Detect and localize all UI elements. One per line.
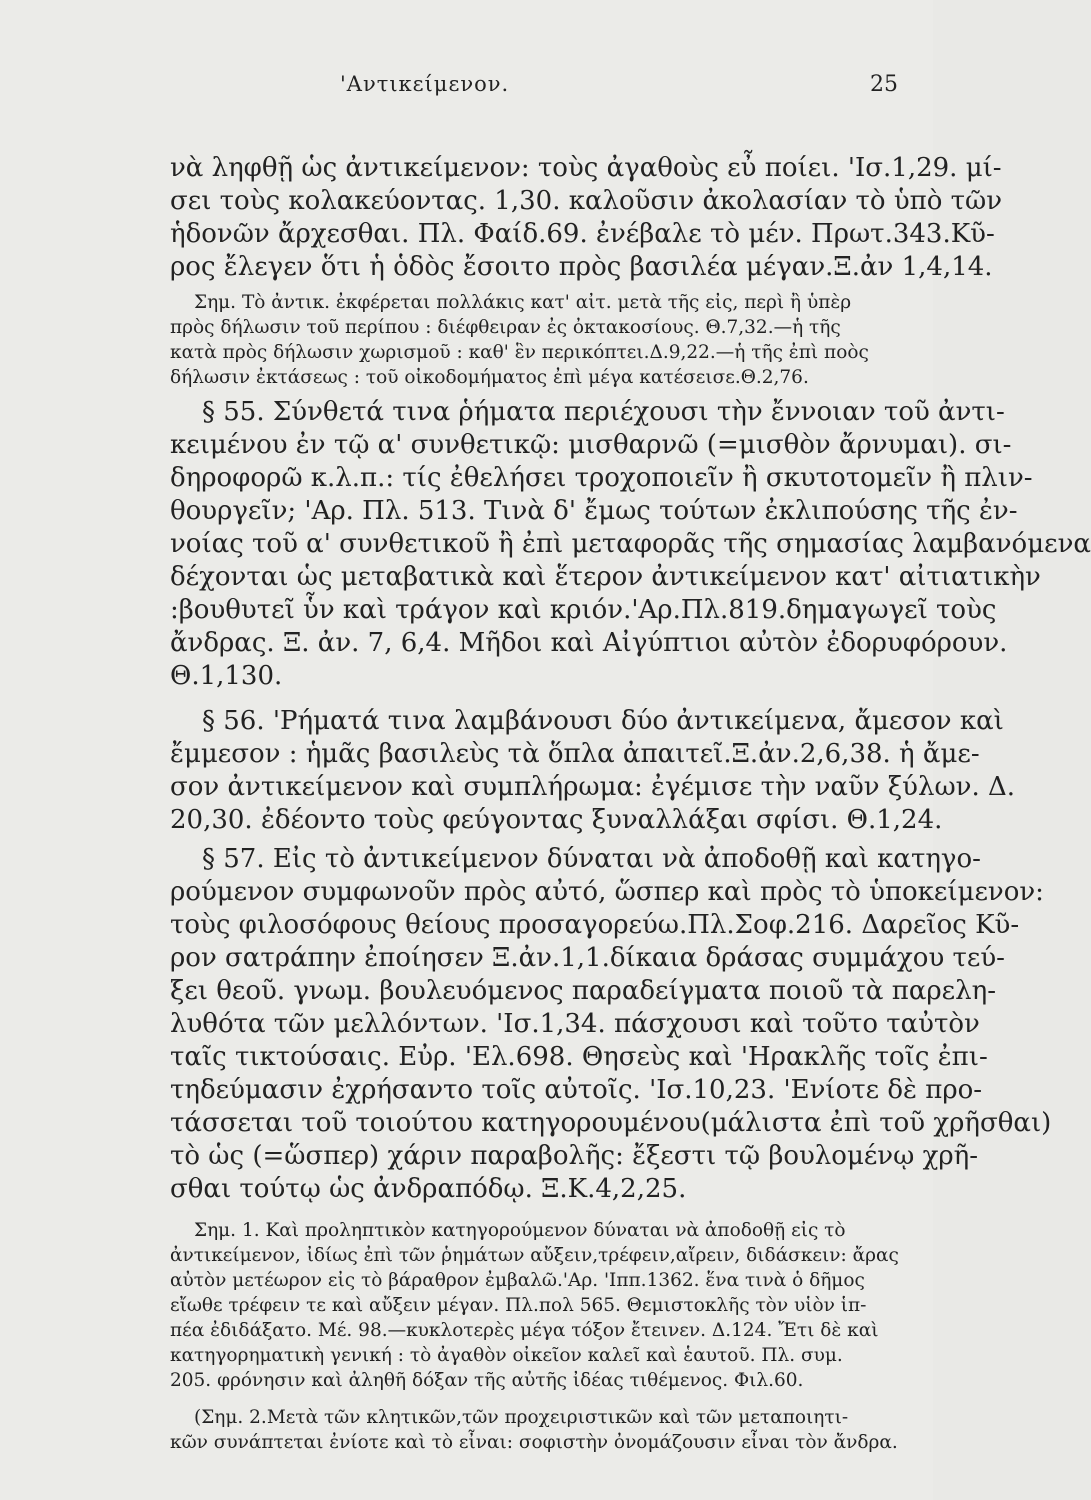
text-line: τάσσεται τοῦ τοιούτου κατηγορουμένου(μάλιστα ἐπὶ τοῦ χρῆσθαι): [170, 1108, 1052, 1138]
text-line: κῶν συνάπτεται ἐνίοτε καὶ τὸ εἶναι: σοφιστὴν ὀνομάζουσιν εἶναι τὸν ἄνδρα.: [170, 1432, 898, 1453]
text-line: τὸ ὡς (=ὥσπερ) χάριν παραβολῆς: ἔξεστι τῷ βουλομένῳ χρῆ-: [170, 1141, 978, 1171]
text-line: 20,30. ἐδέοντο τοὺς φεύγοντας ξυναλλάξαι σφίσι. Θ.1,24.: [170, 805, 943, 835]
text-line: ρος ἔλεγεν ὅτι ἡ ὁδὸς ἔσοιτο πρὸς βασιλέα μέγαν.Ξ.ἀν 1,4,14.: [170, 252, 993, 282]
text-line: ξει θεοῦ. γνωμ. βουλευόμενος παραδείγματα ποιοῦ τὰ παρελη-: [170, 976, 996, 1006]
text-line: ἡδονῶν ἄρχεσθαι. Πλ. Φαίδ.69. ἐνέβαλε τὸ μέν. Πρωτ.343.Κῦ-: [170, 219, 995, 249]
note-2: [170, 1218, 899, 1393]
paragraph-55: [170, 396, 1091, 693]
text-line: σον ἀντικείμενον καὶ συμπλήρωμα: ἐγέμισε τὴν ναῦν ξύλων. Δ.: [170, 772, 1016, 802]
text-line: § 55. Σύνθετά τινα ῥήματα περιέχουσι τὴν ἔννοιαν τοῦ ἀντι-: [202, 397, 1005, 427]
text-line: πρὸς δήλωσιν τοῦ περίπου : διέφθειραν ἐς ὀκτακοσίους. Θ.7,32.—ἡ τῆς: [170, 317, 841, 338]
text-line: κατηγορηματικὴ γενική : τὸ ἀγαθὸν οἰκεῖον καλεῖ καὶ ἑαυτοῦ. Πλ. συμ.: [170, 1345, 843, 1366]
text-line: δέχονται ὡς μεταβατικὰ καὶ ἕτερον ἀντικείμενον κατ' αἰτιατικὴν: [170, 562, 1041, 592]
text-line: Σημ. Τὸ ἀντικ. ἐκφέρεται πολλάκις κατ' αἰτ. μετὰ τῆς εἰς, περὶ ἢ ὑπὲρ: [194, 292, 852, 313]
text-line: ἔμμεσον : ἡμᾶς βασιλεὺς τὰ ὅπλα ἀπαιτεῖ.Ξ.ἀν.2,6,38. ἡ ἄμε-: [170, 739, 980, 769]
text-line: ἀντικείμενον, ἰδίως ἐπὶ τῶν ῥημάτων αὔξειν,τρέφειν,αἴρειν, διδάσκειν: ἄρας: [170, 1245, 899, 1266]
text-line: § 57. Εἰς τὸ ἀντικείμενον δύναται νὰ ἀποδοθῇ καὶ κατηγο-: [202, 844, 981, 874]
text-line: (Σημ. 2.Μετὰ τῶν κλητικῶν,τῶν προχειριστικῶν καὶ τῶν μεταποιητι-: [194, 1407, 849, 1428]
text-line: κειμένου ἐν τῷ α' συνθετικῷ: μισθαρνῶ (=μισθὸν ἄρνυμαι). σι-: [170, 430, 1012, 460]
page-header: [0, 72, 933, 102]
text-line: Σημ. 1. Καὶ προληπτικὸν κατηγορούμενον δύναται νὰ ἀποδοθῇ εἰς τὸ: [194, 1220, 846, 1241]
text-line: δήλωσιν ἐκτάσεως : τοῦ οἰκοδομήματος ἐπὶ μέγα κατέσεισε.Θ.2,76.: [170, 367, 809, 388]
intro-paragraph: [170, 152, 1003, 284]
text-line: πέα ἐδιδάξατο. Μέ. 98.—κυκλοτερὲς μέγα τόξον ἔτεινεν. Δ.124. Ἔτι δὲ καὶ: [170, 1320, 879, 1341]
text-line: εἴωθε τρέφειν τε καὶ αὔξειν μέγαν. Πλ.πολ 565. Θεμιστοκλῆς τὸν υἱὸν ἱπ-: [170, 1295, 867, 1316]
text-line: σει τοὺς κολακεύοντας. 1,30. καλοῦσιν ἀκολασίαν τὸ ὑπὸ τῶν: [170, 186, 1003, 216]
text-line: 205. φρόνησιν καὶ ἀληθῆ δόξαν τῆς αὐτῆς ἰδέας τιθέμενος. Φιλ.60.: [170, 1370, 804, 1391]
text-line: νοίας τοῦ α' συνθετικοῦ ἢ ἐπὶ μεταφορᾶς τῆς σημασίας λαμβανόμενα: [170, 529, 1091, 559]
text-line: ταῖς τικτούσαις. Εὐρ. 'Ελ.698. Θησεὺς καὶ 'Ηρακλῆς τοῖς ἐπι-: [170, 1042, 988, 1072]
text-line: § 56. 'Ρήματά τινα λαμβάνουσι δύο ἀντικείμενα, ἄμεσον καὶ: [202, 706, 1004, 736]
paragraph-57: [170, 843, 1052, 1206]
text-line: :βουθυτεῖ ὗν καὶ τράγον καὶ κριόν.'Αρ.Πλ.819.δημαγωγεῖ τοὺς: [170, 595, 997, 625]
text-line: δηροφορῶ κ.λ.π.: τίς ἐθελήσει τροχοποιεῖν ἢ σκυτοτομεῖν ἢ πλιν-: [170, 463, 1033, 493]
text-line: ρον σατράπην ἐποίησεν Ξ.ἀν.1,1.δίκαια δράσας συμμάχου τεύ-: [170, 943, 1005, 973]
page-number: 25: [870, 72, 898, 97]
text-line: Θ.1,130.: [170, 661, 283, 691]
text-line: λυθότα τῶν μελλόντων. 'Ισ.1,34. πάσχουσι καὶ τοῦτο ταὐτὸν: [170, 1009, 980, 1039]
running-title: 'Αντικείμενον.: [340, 72, 510, 96]
text-line: τηδεύμασιν ἐχρήσαντο τοῖς αὐτοῖς. 'Ισ.10,23. 'Ενίοτε δὲ προ-: [170, 1075, 983, 1105]
text-line: κατὰ πρὸς δήλωσιν χωρισμοῦ : καθ' ἓν περικόπτει.Δ.9,22.—ἡ τῆς ἐπὶ ποὸς: [170, 342, 869, 363]
text-line: σθαι τούτῳ ὡς ἀνδραπόδῳ. Ξ.Κ.4,2,25.: [170, 1174, 687, 1204]
note-1: [170, 290, 869, 390]
body-text: [170, 152, 1091, 1455]
text-line: αὐτὸν μετέωρον εἰς τὸ βάραθρον ἐμβαλῶ.'Αρ. 'Ιππ.1362. ἕνα τινὰ ὁ δῆμος: [170, 1270, 865, 1291]
paragraph-56: [170, 705, 1016, 837]
note-3: [170, 1405, 898, 1455]
text-line: θουργεῖν; 'Αρ. Πλ. 513. Τινὰ δ' ἔμως τούτων ἐκλιπούσης τῆς ἐν-: [170, 496, 1018, 526]
text-line: ρούμενον συμφωνοῦν πρὸς αὐτό, ὥσπερ καὶ πρὸς τὸ ὑποκείμενον:: [170, 877, 1044, 907]
text-line: ἄνδρας. Ξ. ἀν. 7, 6,4. Μῆδοι καὶ Αἰγύπτιοι αὐτὸν ἐδορυφόρουν.: [170, 628, 1008, 658]
text-line: τοὺς φιλοσόφους θείους προσαγορεύω.Πλ.Σοφ.216. Δαρεῖος Κῦ-: [170, 910, 1020, 940]
text-line: νὰ ληφθῇ ὡς ἀντικείμενον: τοὺς ἀγαθοὺς εὖ ποίει. 'Ισ.1,29. μί-: [170, 153, 1002, 183]
